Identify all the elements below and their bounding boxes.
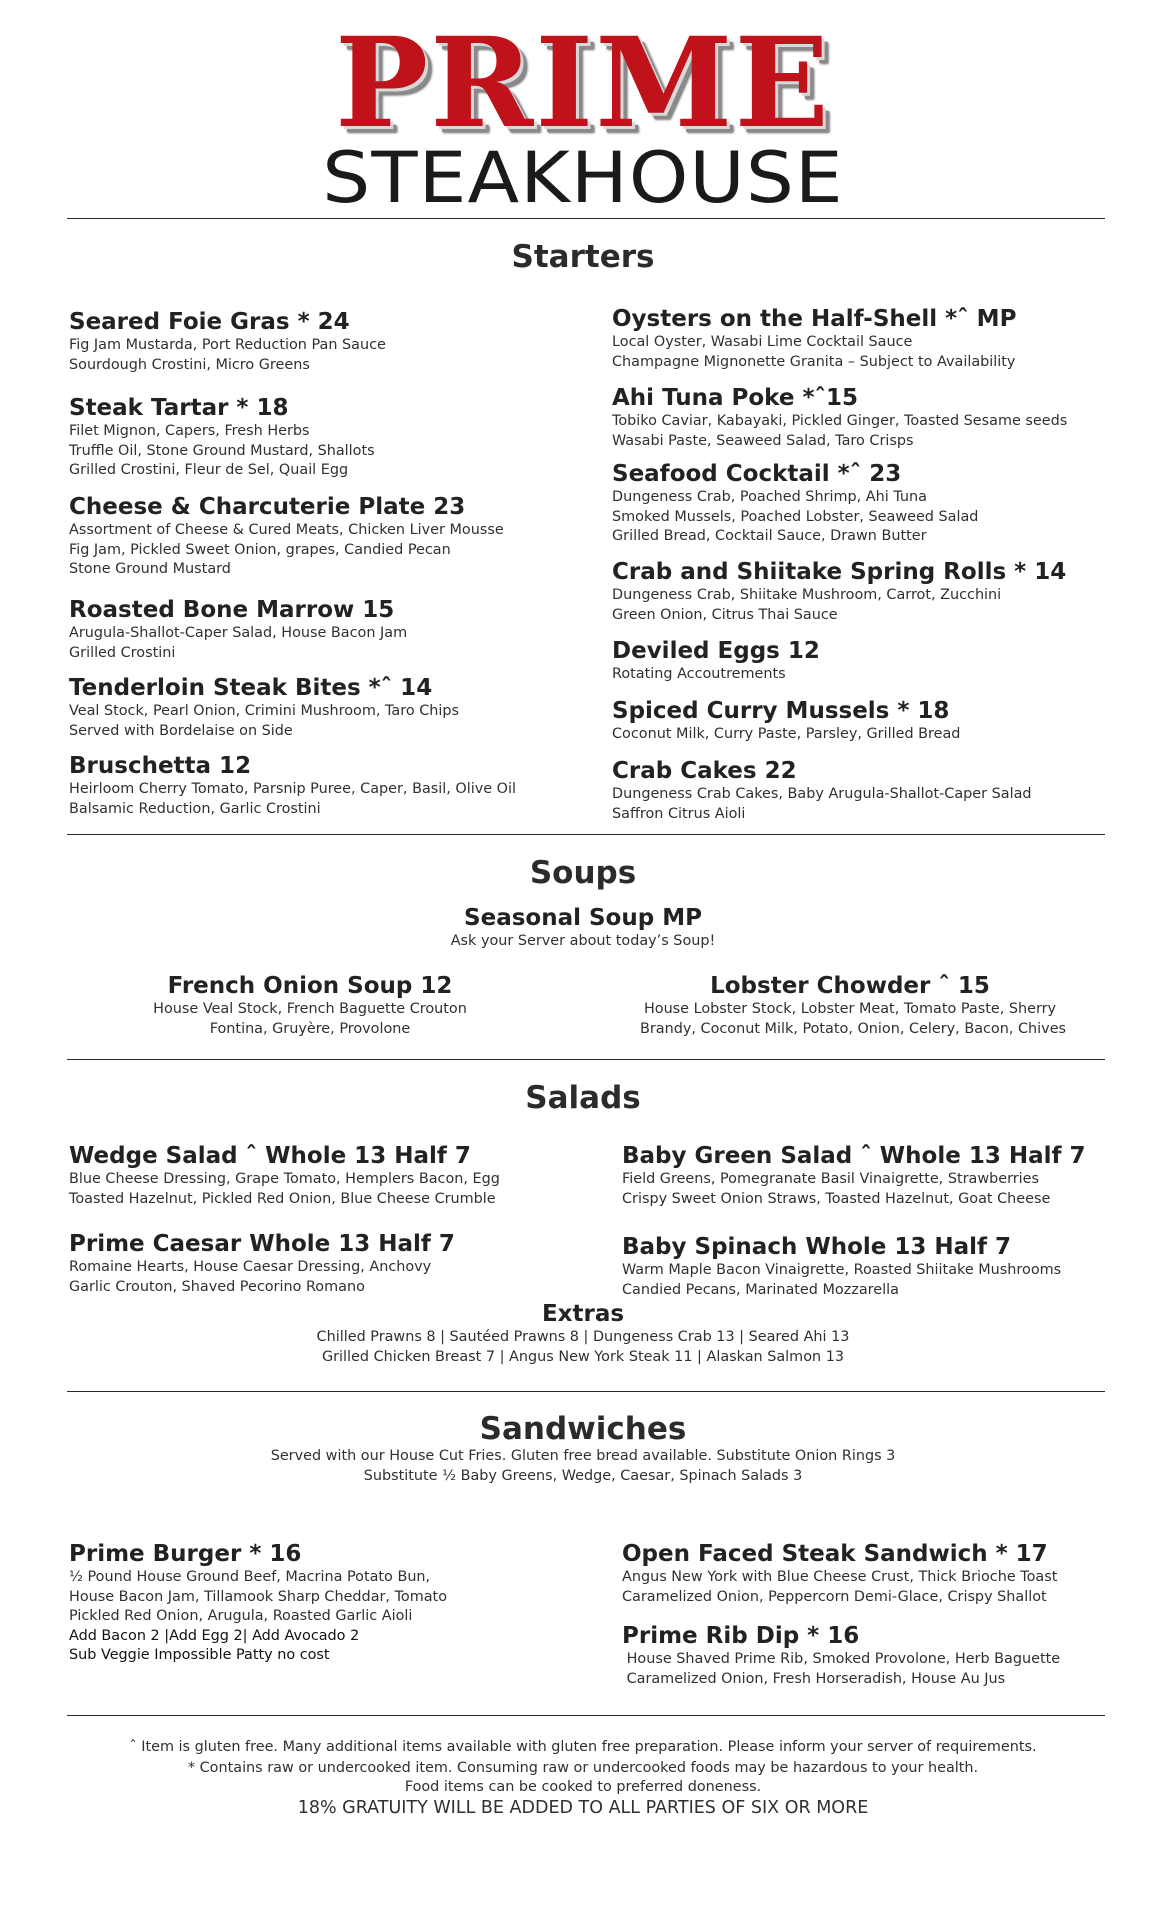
divider — [67, 1059, 1105, 1060]
divider — [67, 218, 1105, 219]
item-desc: Served with Bordelaise on Side — [69, 722, 293, 739]
item-name: Seared Foie Gras * 24 — [69, 309, 350, 335]
item-desc: Dungeness Crab, Shiitake Mushroom, Carrot, Zucchini — [612, 587, 1002, 603]
item-desc: Heirloom Cherry Tomato, Parsnip Puree, Caper, Basil, Olive Oil — [69, 781, 516, 797]
item-desc: Grilled Crostini — [69, 644, 176, 661]
item-name: Baby Green Salad ˆ Whole 13 Half 7 — [622, 1143, 1086, 1169]
menu-item — [612, 637, 820, 685]
footer-gluten-note: ˆ Item is gluten free. Many additional items available with gluten free preparation. Please inform your server of requirements. — [129, 1739, 1037, 1755]
menu-item — [69, 394, 375, 481]
section-title-sandwiches: Sandwiches — [479, 1411, 687, 1447]
extras-line: Chilled Prawns 8 | Sautéed Prawns 8 | Dungeness Crab 13 | Seared Ahi 13 — [316, 1329, 850, 1345]
item-desc: Ask your Server about today’s Soup! — [450, 933, 716, 949]
menu-item — [69, 1230, 455, 1297]
item-desc: Brandy, Coconut Milk, Potato, Onion, Celery, Bacon, Chives — [640, 1020, 1067, 1037]
item-desc: Fontina, Gruyère, Provolone — [209, 1020, 411, 1037]
item-desc: Angus New York with Blue Cheese Crust, Thick Brioche Toast — [622, 1569, 1058, 1585]
item-name: Crab and Shiitake Spring Rolls * 14 — [612, 559, 1067, 585]
item-desc: Champagne Mignonette Granita – Subject to Availability — [612, 353, 1016, 370]
item-desc: Fig Jam, Pickled Sweet Onion, grapes, Candied Pecan — [69, 541, 451, 558]
menu-item — [69, 493, 504, 580]
item-desc: Coconut Milk, Curry Paste, Parsley, Grilled Bread — [612, 726, 961, 742]
item-desc: Caramelized Onion, Fresh Horseradish, House Au Jus — [622, 1670, 1006, 1687]
item-desc: Field Greens, Pomegranate Basil Vinaigrette, Strawberries — [622, 1171, 1040, 1187]
menu-item — [0, 904, 1166, 952]
item-desc: Caramelized Onion, Peppercorn Demi-Glace, Crispy Shallot — [622, 1588, 1047, 1605]
item-desc: Balsamic Reduction, Garlic Crostini — [69, 800, 321, 817]
footer-gratuity: 18% GRATUITY WILL BE ADDED TO ALL PARTIES OF SIX OR MORE — [297, 1798, 869, 1818]
extras-line: Grilled Chicken Breast 7 | Angus New York Steak 11 | Alaskan Salmon 13 — [321, 1348, 845, 1365]
menu-item — [69, 1142, 500, 1209]
footer-raw-note: * Contains raw or undercooked item. Consuming raw or undercooked foods may be hazardous to your health. — [187, 1760, 979, 1776]
item-desc: Blue Cheese Dressing, Grape Tomato, Hemplers Bacon, Egg — [69, 1171, 500, 1187]
item-name: Wedge Salad ˆ Whole 13 Half 7 — [69, 1143, 471, 1169]
item-desc: Romaine Hearts, House Caesar Dressing, Anchovy — [69, 1259, 432, 1275]
item-desc: Add Bacon 2 |Add Egg 2| Add Avocado 2 — [69, 1627, 360, 1644]
item-desc: Toasted Hazelnut, Pickled Red Onion, Blue Cheese Crumble — [69, 1190, 496, 1207]
item-desc: House Lobster Stock, Lobster Meat, Tomato Paste, Sherry — [643, 1001, 1057, 1017]
menu-item — [612, 757, 1032, 824]
item-desc: Dungeness Crab, Poached Shrimp, Ahi Tuna — [612, 489, 927, 505]
menu-item — [622, 1142, 1086, 1209]
item-name: Bruschetta 12 — [69, 753, 252, 779]
item-desc: Rotating Accoutrements — [612, 666, 786, 682]
divider — [67, 1715, 1105, 1716]
menu-item — [69, 752, 516, 819]
item-name: Deviled Eggs 12 — [612, 638, 820, 664]
item-desc: Arugula-Shallot-Caper Salad, House Bacon Jam — [69, 625, 408, 641]
item-desc: Filet Mignon, Capers, Fresh Herbs — [69, 423, 310, 439]
item-desc: House Shaved Prime Rib, Smoked Provolone, Herb Baguette — [622, 1651, 1061, 1667]
extras-title: Extras — [541, 1301, 625, 1327]
item-name: Steak Tartar * 18 — [69, 395, 289, 421]
item-name: Baby Spinach Whole 13 Half 7 — [622, 1234, 1012, 1260]
item-name: Crab Cakes 22 — [612, 758, 797, 784]
footer-doneness-note: Food items can be cooked to preferred doneness. — [404, 1779, 762, 1795]
item-desc: ½ Pound House Ground Beef, Macrina Potato Bun, — [69, 1569, 431, 1585]
menu-item — [69, 596, 407, 663]
item-desc: Tobiko Caviar, Kabayaki, Pickled Ginger, Toasted Sesame seeds — [612, 413, 1068, 429]
menu-item — [612, 558, 1066, 625]
item-desc: Wasabi Paste, Seaweed Salad, Taro Crisps — [612, 432, 914, 449]
sandwiches-intro: Substitute ½ Baby Greens, Wedge, Caesar, Spinach Salads 3 — [363, 1468, 803, 1484]
item-desc: Veal Stock, Pearl Onion, Crimini Mushroom, Taro Chips — [69, 703, 459, 719]
item-name: Prime Caesar Whole 13 Half 7 — [69, 1231, 455, 1257]
item-desc: Smoked Mussels, Poached Lobster, Seaweed Salad — [612, 508, 979, 525]
item-name: Tenderloin Steak Bites *ˆ 14 — [69, 675, 433, 701]
item-name: Roasted Bone Marrow 15 — [69, 597, 395, 623]
menu-item — [69, 308, 386, 375]
divider — [67, 1391, 1105, 1392]
item-name: Oysters on the Half-Shell *ˆ MP — [612, 306, 1017, 332]
menu-item — [110, 972, 510, 1039]
menu-item — [612, 460, 978, 547]
item-desc: Truffle Oil, Stone Ground Mustard, Shallots — [69, 442, 375, 459]
item-name: Cheese & Charcuterie Plate 23 — [69, 494, 466, 520]
item-name: Prime Burger * 16 — [69, 1541, 302, 1567]
item-desc: Green Onion, Citrus Thai Sauce — [612, 606, 838, 623]
menu-item — [612, 384, 1067, 451]
sandwiches-intro: Served with our House Cut Fries. Gluten free bread available. Substitute Onion Rings 3 — [270, 1448, 896, 1464]
item-name: Lobster Chowder ˆ 15 — [710, 973, 990, 999]
divider — [67, 834, 1105, 835]
item-name: Open Faced Steak Sandwich * 17 — [622, 1541, 1048, 1567]
section-title-starters: Starters — [511, 239, 655, 275]
item-desc: Dungeness Crab Cakes, Baby Arugula-Shallot-Caper Salad — [612, 786, 1032, 802]
item-name: French Onion Soup 12 — [167, 973, 453, 999]
menu-item — [622, 1233, 1061, 1300]
item-name: Prime Rib Dip * 16 — [622, 1623, 860, 1649]
item-desc: Fig Jam Mustarda, Port Reduction Pan Sauce — [69, 337, 386, 353]
item-name: Ahi Tuna Poke *ˆ15 — [612, 385, 858, 411]
section-title-salads: Salads — [525, 1080, 641, 1116]
item-desc: Assortment of Cheese & Cured Meats, Chicken Liver Mousse — [69, 522, 504, 538]
item-desc: Warm Maple Bacon Vinaigrette, Roasted Shiitake Mushrooms — [622, 1262, 1062, 1278]
logo-subtitle: STEAKHOUSE — [322, 137, 844, 219]
item-desc: Stone Ground Mustard — [69, 561, 231, 577]
item-desc: Local Oyster, Wasabi Lime Cocktail Sauce — [612, 334, 913, 350]
item-desc: Grilled Crostini, Fleur de Sel, Quail Egg — [69, 462, 349, 478]
menu-item — [622, 1540, 1057, 1607]
item-name: Seafood Cocktail *ˆ 23 — [612, 461, 902, 487]
menu-item — [69, 1540, 447, 1666]
item-desc: Grilled Bread, Cocktail Sauce, Drawn Butter — [612, 528, 927, 544]
menu-item — [622, 1622, 1060, 1689]
menu-item — [640, 972, 1067, 1039]
item-desc: House Veal Stock, French Baguette Crouton — [153, 1001, 467, 1017]
item-desc: Sourdough Crostini, Micro Greens — [69, 356, 310, 373]
menu-item — [612, 697, 960, 745]
item-name: Spiced Curry Mussels * 18 — [612, 698, 950, 724]
menu-item — [69, 674, 459, 741]
item-desc: Pickled Red Onion, Arugula, Roasted Garlic Aioli — [69, 1608, 413, 1624]
item-desc: House Bacon Jam, Tillamook Sharp Cheddar, Tomato — [69, 1588, 448, 1605]
item-desc: Sub Veggie Impossible Patty no cost — [69, 1647, 330, 1663]
extras-block — [0, 1300, 1166, 1367]
item-desc: Candied Pecans, Marinated Mozzarella — [622, 1281, 899, 1298]
item-name: Seasonal Soup MP — [464, 905, 702, 931]
item-desc: Crispy Sweet Onion Straws, Toasted Hazelnut, Goat Cheese — [622, 1190, 1051, 1207]
logo-wordmark: PRIME — [334, 11, 832, 156]
section-title-soups: Soups — [529, 855, 637, 891]
item-desc: Garlic Crouton, Shaved Pecorino Romano — [69, 1278, 365, 1295]
item-desc: Saffron Citrus Aioli — [612, 805, 746, 822]
menu-item — [612, 305, 1016, 372]
